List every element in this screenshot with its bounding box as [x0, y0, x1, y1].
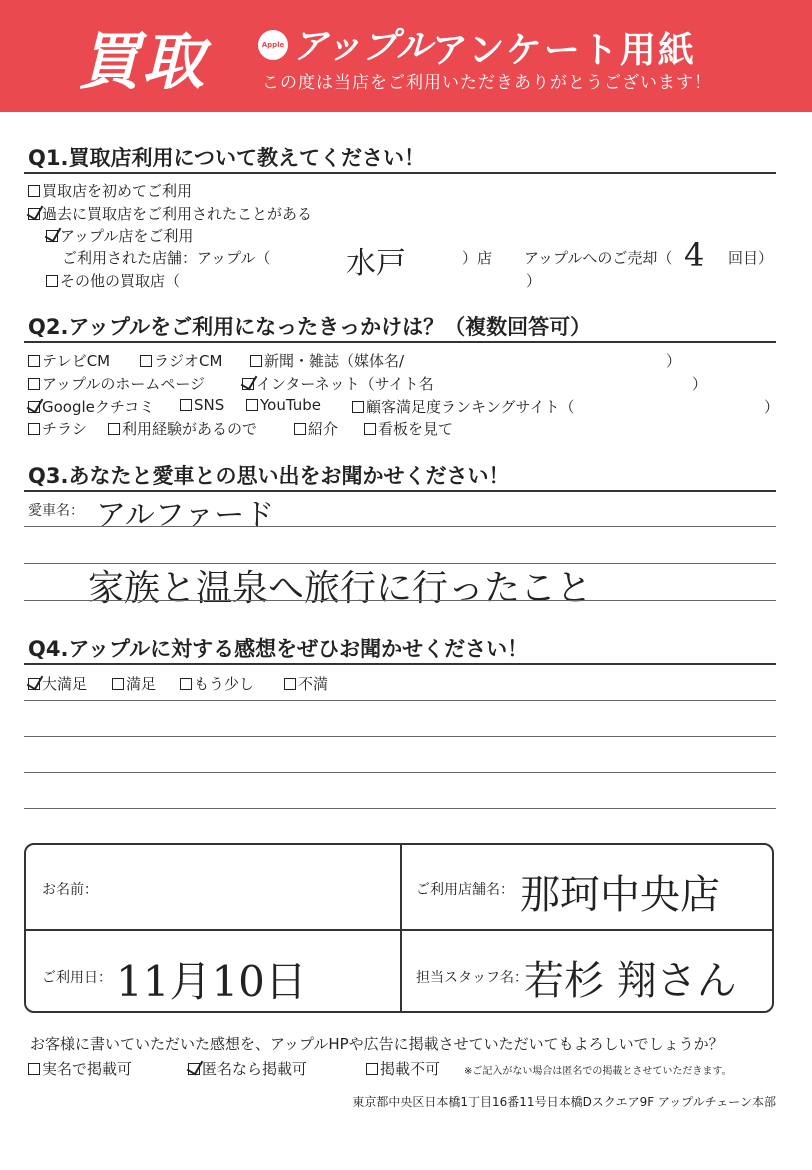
- q3-car-label: 愛車名：: [28, 503, 84, 519]
- q3-line-3: [24, 600, 776, 601]
- staff-value[interactable]: 若杉 翔さん: [524, 958, 737, 1004]
- consent-not-allowed[interactable]: [366, 1058, 440, 1079]
- q1-option-first[interactable]: [28, 180, 192, 201]
- q2-option-sns-label: SNS: [194, 396, 225, 414]
- page-title: アンケート用紙: [432, 30, 696, 71]
- checkbox-icon[interactable]: [366, 1063, 378, 1075]
- q4-option-satisfied-label: 満足: [126, 675, 157, 693]
- consent-real-name-label: 実名で掲載可: [42, 1060, 133, 1078]
- checkbox-checked-icon[interactable]: [188, 1063, 200, 1075]
- q2-option-experience[interactable]: [108, 418, 257, 439]
- table-vertical-divider: [400, 845, 402, 1011]
- q2-ranking-close: ）: [764, 398, 780, 416]
- q4-option-satisfied[interactable]: [112, 673, 156, 694]
- q1-option-other[interactable]: [46, 270, 180, 291]
- checkbox-checked-icon[interactable]: [242, 378, 254, 390]
- checkbox-icon[interactable]: [180, 399, 192, 411]
- apple-logo-small-text: Apple: [261, 41, 285, 49]
- checkbox-icon[interactable]: [364, 423, 376, 435]
- q2-option-sns[interactable]: [180, 396, 224, 414]
- kaitori-logo-text: 買取: [78, 25, 207, 98]
- q2-option-ranking-label: 顧客満足度ランキングサイト（: [366, 398, 575, 416]
- q4-option-dissatisfied-label: 不満: [298, 675, 329, 693]
- q2-internet-close: ）: [692, 375, 708, 393]
- q2-option-newspaper[interactable]: [250, 350, 404, 371]
- q2-option-homepage[interactable]: [28, 373, 205, 394]
- q2-option-youtube-label: YouTube: [260, 396, 321, 414]
- customer-info-table: [24, 843, 774, 1013]
- q4-option-dissatisfied[interactable]: [284, 673, 328, 694]
- brand-name: アップル: [292, 26, 433, 67]
- q1-other-close: ）: [526, 272, 542, 290]
- q2-option-radio-label: ラジオCM: [154, 352, 223, 370]
- q2-option-google-label: Googleクチコミ: [42, 398, 155, 416]
- q1-store-suffix: ）店: [462, 249, 493, 267]
- q2-option-ranking[interactable]: [352, 396, 575, 417]
- header-banner: [0, 0, 812, 112]
- q3-line-1: [24, 526, 776, 527]
- checkbox-checked-icon[interactable]: [46, 230, 58, 242]
- q1-option-first-label: 買取店を初めてご利用: [42, 182, 193, 200]
- checkbox-icon[interactable]: [140, 355, 152, 367]
- checkbox-icon[interactable]: [28, 355, 40, 367]
- q3-title: Q3.あなたと愛車との思い出をお聞かせください！: [28, 464, 510, 488]
- q1-count-suffix: 回目）: [728, 249, 774, 267]
- page-subtitle: この度は当店をご利用いただきありがとうございます！: [262, 73, 712, 93]
- q2-newspaper-close: ）: [666, 352, 682, 370]
- checkbox-icon[interactable]: [28, 423, 40, 435]
- checkbox-icon[interactable]: [180, 678, 192, 690]
- q1-count-value[interactable]: 4: [684, 236, 705, 274]
- q4-line-1: [24, 700, 776, 701]
- q2-option-google[interactable]: [28, 396, 154, 417]
- checkbox-icon[interactable]: [28, 378, 40, 390]
- q1-divider: [24, 172, 776, 174]
- checkbox-checked-icon[interactable]: [28, 678, 40, 690]
- checkbox-icon[interactable]: [108, 423, 120, 435]
- publish-consent-question: お客様に書いていただいた感想を、アップルHPや広告に掲載させていただいてもよろしいでしょうか？: [30, 1035, 724, 1053]
- q4-line-4: [24, 808, 776, 809]
- q2-option-experience-label: 利用経験があるので: [122, 420, 258, 438]
- q4-line-3: [24, 772, 776, 773]
- name-label: お名前：: [42, 882, 98, 898]
- q4-divider: [24, 663, 776, 665]
- q1-option-past-label: 過去に買取店をご利用されたことがある: [42, 205, 313, 223]
- checkbox-icon[interactable]: [28, 185, 40, 197]
- q2-option-flyer[interactable]: [28, 418, 87, 439]
- q2-option-referral-label: 紹介: [308, 420, 339, 438]
- table-horizontal-divider: [26, 929, 772, 931]
- q1-store-value[interactable]: 水戸: [346, 246, 406, 281]
- q4-option-very-satisfied-label: 大満足: [42, 675, 88, 693]
- q4-line-2: [24, 736, 776, 737]
- company-address: 東京都中央区日本橋1丁目16番11号日本橋Dスクエア9F アップルチェーン本部: [352, 1095, 776, 1109]
- q2-option-internet-label: インターネット（サイト名: [256, 375, 434, 393]
- q2-option-signboard[interactable]: [364, 418, 453, 439]
- q4-option-very-satisfied[interactable]: [28, 673, 87, 694]
- date-label: ご利用日：: [42, 970, 112, 986]
- checkbox-icon[interactable]: [284, 678, 296, 690]
- q1-count-label: アップルへのご売却（: [524, 249, 673, 267]
- q2-option-internet[interactable]: [242, 373, 434, 394]
- checkbox-icon[interactable]: [294, 423, 306, 435]
- q4-option-a-bit-more[interactable]: [180, 673, 254, 694]
- checkbox-icon[interactable]: [112, 678, 124, 690]
- q1-title: Q1.買取店利用について教えてください！: [28, 146, 426, 170]
- q1-option-apple[interactable]: [46, 225, 193, 246]
- checkbox-icon[interactable]: [250, 355, 262, 367]
- consent-not-allowed-label: 掲載不可: [380, 1060, 441, 1078]
- q2-option-radio[interactable]: [140, 350, 222, 371]
- staff-label: 担当スタッフ名：: [416, 970, 528, 986]
- checkbox-icon[interactable]: [46, 275, 58, 287]
- q2-option-newspaper-label: 新聞・雑誌（媒体名/: [264, 352, 405, 370]
- q4-title: Q4.アップルに対する感想をぜひお聞かせください！: [28, 637, 529, 661]
- apple-logo-icon: [258, 30, 288, 60]
- q1-store-label: ご利用された店舗：アップル（: [62, 249, 271, 267]
- checkbox-icon[interactable]: [352, 401, 364, 413]
- consent-real-name[interactable]: [28, 1058, 132, 1079]
- q1-option-other-label: その他の買取店（: [60, 272, 181, 290]
- date-value[interactable]: 11月10日: [116, 957, 307, 1006]
- q2-option-signboard-label: 看板を見て: [378, 420, 454, 438]
- q2-option-tv-label: テレビCM: [42, 352, 111, 370]
- q2-option-flyer-label: チラシ: [42, 420, 88, 438]
- store-label: ご利用店舗名：: [416, 882, 514, 898]
- q3-memory-text[interactable]: 家族と温泉へ旅行に行ったこと: [88, 568, 593, 609]
- consent-anonymous[interactable]: [188, 1058, 307, 1079]
- q1-option-apple-label: アップル店をご利用: [60, 227, 194, 245]
- consent-note: ※ご記入がない場合は匿名での掲載とさせていただきます。: [464, 1066, 732, 1077]
- q2-option-referral[interactable]: [294, 418, 338, 439]
- q2-divider: [24, 341, 776, 343]
- q2-title: Q2.アップルをご利用になったきっかけは？（複数回答可）: [28, 315, 592, 339]
- consent-anonymous-label: 匿名なら掲載可: [202, 1060, 308, 1078]
- q4-option-a-bit-more-label: もう少し: [194, 675, 255, 693]
- store-value[interactable]: 那珂中央店: [520, 872, 720, 918]
- q2-option-tv[interactable]: [28, 350, 110, 371]
- q3-car-value[interactable]: アルファード: [96, 498, 275, 533]
- checkbox-checked-icon[interactable]: [28, 208, 40, 220]
- checkbox-checked-icon[interactable]: [28, 401, 40, 413]
- q2-option-homepage-label: アップルのホームページ: [42, 375, 206, 393]
- checkbox-icon[interactable]: [28, 1063, 40, 1075]
- q1-option-past[interactable]: [28, 203, 312, 224]
- q2-option-youtube[interactable]: [246, 396, 321, 414]
- checkbox-icon[interactable]: [246, 399, 258, 411]
